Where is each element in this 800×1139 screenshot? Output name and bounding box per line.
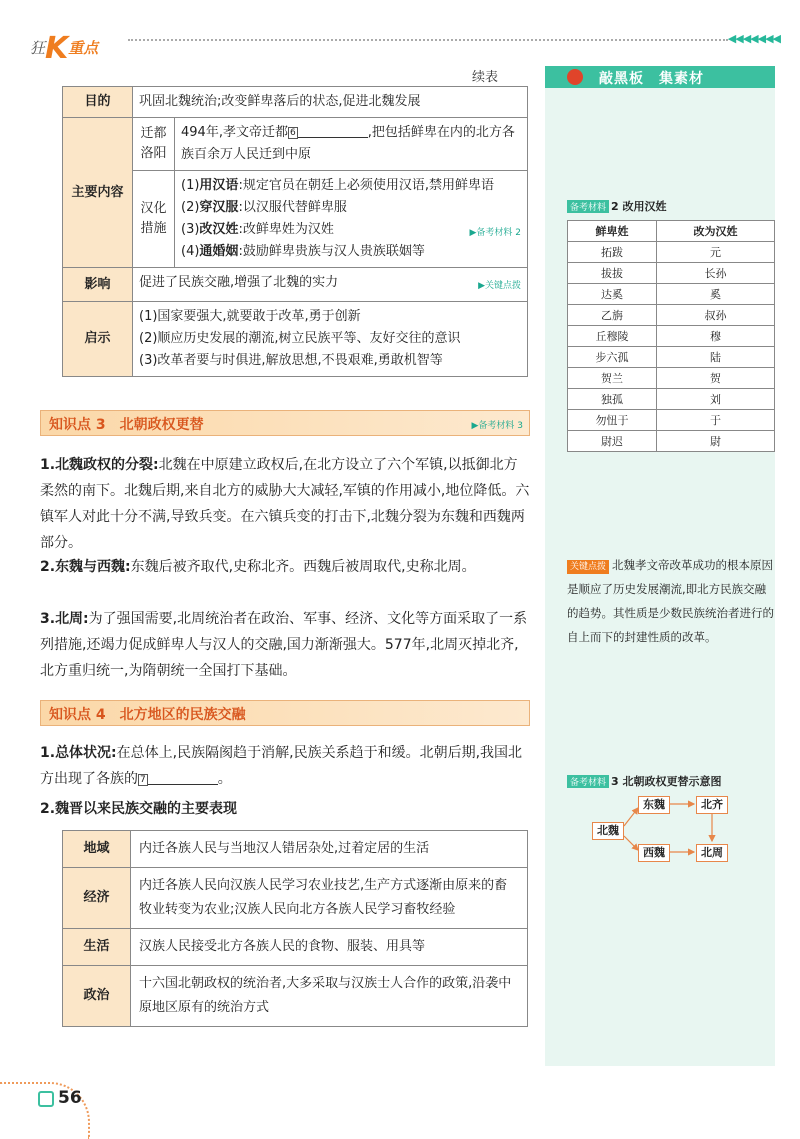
row-head: 地域: [63, 831, 131, 868]
list-item: (3)改汉姓:改鲜卑姓为汉姓 ▶备考材料 2: [181, 219, 521, 241]
move-post: ,把包括鲜卑在内的北方各族百余万人民迁到中原: [181, 125, 515, 162]
table-row: [63, 87, 528, 118]
table-row: 独孤 刘: [568, 389, 775, 410]
list-item: (2)顺应历史发展的潮流,树立民族平等、友好交往的意识: [139, 331, 461, 346]
teacher-icon: [567, 69, 583, 85]
material-2-label: 备考材料 2 改用汉姓: [567, 198, 667, 214]
key-note: 关键点拨 北魏孝文帝改革成功的根本原因是顺应了历史发展潮流,即北方民族交融的趋势。其性质是少数民族统治者进行的自上而下的封建性质的改革。: [567, 558, 774, 644]
side-title-bar: [545, 66, 775, 88]
page-header: [30, 18, 780, 66]
table-row: 步六孤 陆: [568, 347, 775, 368]
table-row: 丘穆陵 穆: [568, 326, 775, 347]
node-dong-wei: 东魏: [638, 796, 670, 814]
impact-text: 促进了民族交融,增强了北魏的实力 ▶关键点拨: [133, 268, 528, 302]
section-3-title: 知识点 3 北朝政权更替: [49, 417, 204, 433]
section-4-bar: [40, 700, 530, 726]
fill-blank[interactable]: [148, 771, 218, 785]
list-item: (1)用汉语:规定官员在朝廷上必须使用汉语,禁用鲜卑语: [181, 178, 494, 193]
table-row: [63, 929, 528, 966]
list-item: (3)改革者要与时俱进,解放思想,不畏艰难,勇敢机智等: [139, 353, 443, 368]
point-3-3: 3.北周:为了强国需要,北周统治者在政治、军事、经济、文化等方面采取了一系列措施,还竭力促成鲜卑人与汉人的交融,国力渐渐强大。577年,北周灭掉北齐,北方重归统一,为隋朝统一全国打下基础。: [40, 611, 528, 679]
dynasty-diagram: [590, 794, 790, 874]
node-xi-wei: 西魏: [638, 844, 670, 862]
list-item: (4)通婚姻:鼓励鲜卑贵族与汉人贵族联姻等: [181, 244, 425, 259]
material-chip: 备考材料: [567, 775, 609, 788]
logo-prefix: 狂: [30, 39, 46, 57]
table-header: [568, 221, 775, 242]
row-text: 十六国北朝政权的统治者,大多采取与汉族士人合作的政策,沿袭中原地区原有的统治方式: [131, 966, 528, 1027]
logo-k: K: [45, 31, 69, 66]
side-title: 敲黑板 集素材: [599, 71, 704, 87]
material-3-label: 备考材料 3 北朝政权更替示意图: [567, 773, 722, 789]
key-tag[interactable]: ▶关键点拨: [478, 281, 521, 291]
section-4-title: 知识点 4 北方地区的民族交融: [49, 707, 246, 723]
point-3-2: 2.东魏与西魏:东魏后被齐取代,史称北齐。西魏后被周取代,史称北周。: [40, 559, 476, 575]
row-text: 内迁各族人民与当地汉人错居杂处,过着定居的生活: [131, 831, 528, 868]
row-head-purpose: 目的: [63, 87, 133, 118]
table-row: 达奚 奚: [568, 284, 775, 305]
row-text: 内迁各族人民向汉族人民学习农业技艺,生产方式逐渐由原来的畜牧业转变为农业;汉族人民向北方各族人民学习畜牧经验: [131, 868, 528, 929]
table-row: 拓跋 元: [568, 242, 775, 263]
move-pre: 494年,孝文帝迁都: [181, 125, 288, 140]
list-item: (1)国家要强大,就要敢于改革,勇于创新: [139, 309, 361, 324]
list-item: (2)穿汉服:以汉服代替鲜卑服: [181, 200, 347, 215]
table-row: [63, 302, 528, 377]
point-4-2: 2.魏晋以来民族交融的主要表现: [40, 801, 238, 817]
row-head-insight: 启示: [63, 302, 133, 377]
row-head-impact: 影响: [63, 268, 133, 302]
purpose-text: 巩固北魏统治;改变鲜卑落后的状态,促进北魏发展: [133, 87, 528, 118]
node-bei-qi: 北齐: [696, 796, 728, 814]
row-head: 经济: [63, 868, 131, 929]
reform-table: [62, 86, 528, 377]
fill-blank[interactable]: [298, 124, 368, 138]
row-text: 汉族人民接受北方各族人民的食物、服装、用具等: [131, 929, 528, 966]
table-row: [63, 966, 528, 1027]
row-head-content: 主要内容: [63, 118, 133, 268]
material-tag[interactable]: ▶备考材料 2: [469, 228, 521, 238]
fusion-table: [62, 830, 528, 1027]
col-header: 改为汉姓: [657, 221, 775, 242]
logo: [30, 26, 99, 66]
han-measures: [175, 171, 528, 268]
surname-table: [567, 220, 775, 452]
row-head: 政治: [63, 966, 131, 1027]
table-row: [63, 831, 528, 868]
header-divider: [128, 39, 728, 41]
move-text: [175, 118, 528, 171]
table-row: 勿忸于 于: [568, 410, 775, 431]
node-bei-zhou: 北周: [696, 844, 728, 862]
logo-suffix: 重点: [68, 39, 99, 57]
table-row: 尉迟 尉: [568, 431, 775, 452]
subhead-han: 汉化措施: [133, 171, 175, 268]
table-row: 拔拔 长孙: [568, 263, 775, 284]
insight-text: [133, 302, 528, 377]
continued-label: 续表: [472, 70, 499, 85]
subhead-move: 迁都洛阳: [133, 118, 175, 171]
section-3-bar: [40, 410, 530, 436]
book-icon: [38, 1091, 54, 1107]
row-head: 生活: [63, 929, 131, 966]
table-row: [63, 118, 528, 171]
blank-number: 7: [140, 775, 146, 785]
table-row: [63, 268, 528, 302]
table-row: 乙旃 叔孙: [568, 305, 775, 326]
key-chip: 关键点拨: [567, 560, 609, 574]
table-row: 贺兰 贺: [568, 368, 775, 389]
material-tag[interactable]: ▶备考材料 3: [471, 421, 523, 431]
point-4-1: 1.总体状况:在总体上,民族隔阂趋于消解,民族关系趋于和缓。北朝后期,我国北方出现了各族的 7 。: [40, 745, 523, 787]
arrows-icon: ◀◀◀◀◀◀◀: [727, 32, 780, 45]
table-row: [63, 171, 528, 268]
node-bei-wei: 北魏: [592, 822, 624, 840]
blank-number: 6: [289, 128, 296, 138]
col-header: 鲜卑姓: [568, 221, 657, 242]
table-row: [63, 868, 528, 929]
material-chip: 备考材料: [567, 200, 609, 213]
page-number: 56: [30, 1087, 80, 1113]
point-3-1: 1.北魏政权的分裂:北魏在中原建立政权后,在北方设立了六个军镇,以抵御北方柔然的南下。北魏后期,来自北方的威胁大大减轻,军镇的作用减小,地位降低。六镇军人对此十分不满,导致兵变。在六镇兵变的打击下,北魏分裂为东魏和西魏两部分。: [40, 457, 530, 551]
